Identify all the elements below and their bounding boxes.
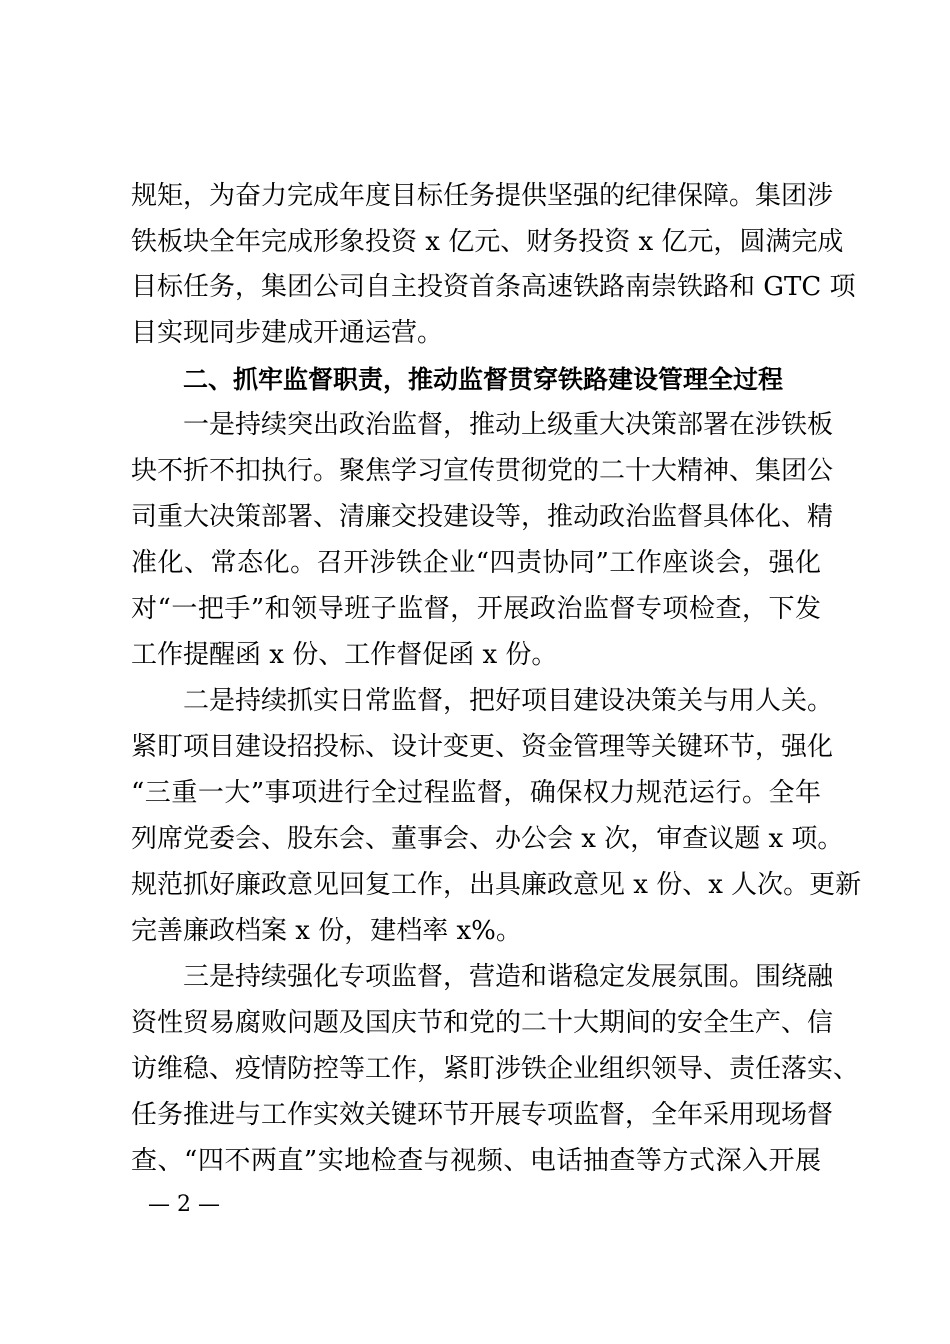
text-line: 目实现同步建成开通运营。: [131, 318, 444, 348]
text-line: 紧盯项目建设招投标、设计变更、资金管理等关键环节，强化: [131, 732, 834, 762]
text-line: 对“一把手”和领导班子监督，开展政治监督专项检查，下发: [131, 594, 821, 624]
page-number: — 2 —: [148, 1192, 220, 1217]
text-line: 准化、常态化。召开涉铁企业“四责协同”工作座谈会，强化: [131, 548, 821, 578]
text-line: 任务推进与工作实效关键环节开展专项监督，全年采用现场督: [131, 1100, 834, 1130]
text-line: 目标任务，集团公司自主投资首条高速铁路南崇铁路和 GTC 项: [131, 272, 856, 302]
text-line: 查、“四不两直”实地检查与视频、电话抽查等方式深入开展: [131, 1146, 821, 1176]
text-line: 三是持续强化专项监督，营造和谐稳定发展氛围。围绕融: [183, 962, 834, 992]
text-line: 规范抓好廉政意见回复工作，出具廉政意见 x 份、x 人次。更新: [131, 870, 862, 900]
text-line: 列席党委会、股东会、董事会、办公会 x 次，审查议题 x 项。: [131, 824, 844, 854]
text-line: 铁板块全年完成形象投资 x 亿元、财务投资 x 亿元，圆满完成: [131, 227, 844, 257]
text-line: “三重一大”事项进行全过程监督，确保权力规范运行。全年: [131, 778, 821, 808]
text-line: 一是持续突出政治监督，推动上级重大决策部署在涉铁板: [183, 410, 834, 440]
text-line: 资性贸易腐败问题及国庆节和党的二十大期间的安全生产、信: [131, 1008, 834, 1038]
text-line: 二是持续抓实日常监督，把好项目建设决策关与用人关。: [183, 686, 834, 716]
text-line: 司重大决策部署、清廉交投建设等，推动政治监督具体化、精: [131, 502, 834, 532]
section-heading: 二、抓牢监督职责，推动监督贯穿铁路建设管理全过程: [183, 365, 784, 394]
text-line: 完善廉政档案 x 份，建档率 x%。: [131, 916, 522, 946]
text-line: 工作提醒函 x 份、工作督促函 x 份。: [131, 640, 558, 670]
text-line: 规矩，为奋力完成年度目标任务提供坚强的纪律保障。集团涉: [131, 181, 834, 211]
text-line: 访维稳、疫情防控等工作，紧盯涉铁企业组织领导、责任落实、: [131, 1054, 860, 1084]
text-line: 块不折不扣执行。聚焦学习宣传贯彻党的二十大精神、集团公: [131, 456, 834, 486]
